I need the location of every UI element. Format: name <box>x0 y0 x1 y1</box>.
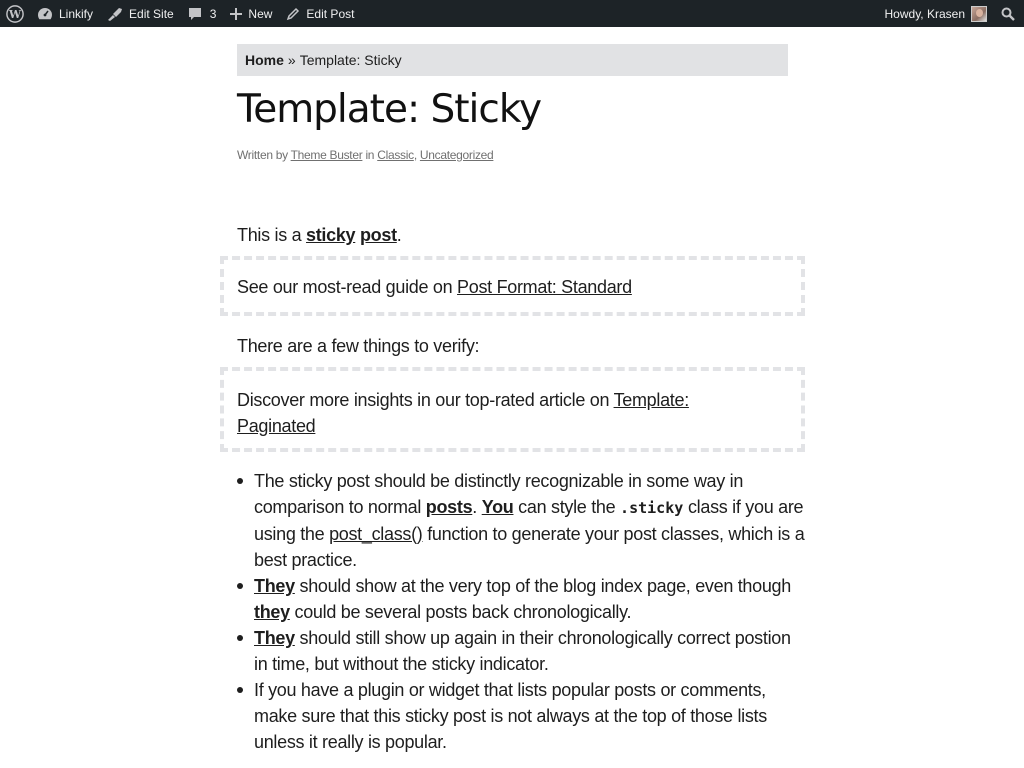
category-classic-link[interactable]: Classic <box>377 148 414 162</box>
post-link[interactable]: post <box>359 225 397 245</box>
list-item <box>237 677 807 755</box>
verify-paragraph: There are a few things to verify: <box>237 336 480 356</box>
post-header <box>237 44 788 162</box>
edit-site-label: Edit Site <box>129 6 174 21</box>
callout2-text: Discover more insights in our top-rated article on <box>237 390 610 410</box>
breadcrumb-home-link[interactable]: Home <box>245 52 284 68</box>
edit-post-link[interactable] <box>279 0 361 27</box>
they-link[interactable]: they <box>254 602 290 622</box>
sticky-class-code: .sticky <box>620 499 684 517</box>
admin-bar <box>0 0 1024 27</box>
brush-icon <box>107 7 123 21</box>
they-link[interactable]: They <box>254 576 295 596</box>
list-text: should still show up again in their chronologically correct postion in time, but without the sticky indicator. <box>254 628 791 674</box>
intro-text: This is a <box>237 225 302 245</box>
post-class-link[interactable]: post_class() <box>329 524 423 544</box>
post-format-standard-link[interactable]: Post Format: Standard <box>457 277 632 297</box>
howdy-label: Howdy, Krasen <box>884 6 965 21</box>
list-text: If you have a plugin or widget that lists popular posts or comments, make sure that this sticky post is not always at the top of those lists unless it really is popular. <box>254 680 767 752</box>
comments-link[interactable] <box>181 0 224 27</box>
verify-list <box>237 468 807 755</box>
site-name-label: Linkify <box>59 6 94 21</box>
template-paginated-link[interactable]: Template: Paginated <box>237 390 689 436</box>
new-label: New <box>248 6 273 21</box>
edit-site-link[interactable] <box>100 0 181 27</box>
list-item <box>237 468 807 573</box>
intro-suffix: . <box>396 225 402 245</box>
meta-written-by: Written by <box>237 148 288 162</box>
list-text: could be several posts back chronologically. <box>294 602 632 622</box>
author-link[interactable]: Theme Buster <box>290 148 363 162</box>
list-item <box>237 625 807 677</box>
meta-in: in <box>365 148 375 162</box>
list-item <box>237 573 807 625</box>
list-text: class if you are using the <box>254 497 804 544</box>
pencil-icon <box>286 7 300 21</box>
search-button[interactable] <box>994 0 1024 27</box>
my-account-menu[interactable] <box>878 0 994 27</box>
list-text: function to generate your post classes, which is a best practice. <box>254 524 805 570</box>
intro-paragraph <box>237 222 797 248</box>
new-content-link[interactable] <box>223 0 279 27</box>
list-text: The sticky post should be distinctly recognizable in some way in comparison to normal <box>254 471 744 517</box>
breadcrumb <box>237 44 788 76</box>
plus-icon <box>230 8 242 20</box>
edit-post-label: Edit Post <box>306 6 355 21</box>
meta-comma: , <box>413 148 417 162</box>
svg-text:W: W <box>8 7 22 21</box>
avatar <box>971 6 987 22</box>
dashboard-icon <box>37 7 53 21</box>
you-link[interactable]: You <box>481 497 514 517</box>
breadcrumb-current: Template: Sticky <box>299 52 402 68</box>
list-text: can style the <box>518 497 616 517</box>
related-callout-1 <box>220 256 805 316</box>
list-text: . <box>472 497 477 517</box>
wordpress-logo-icon <box>6 5 24 23</box>
related-callout-2 <box>220 367 805 452</box>
page-title: Template: Sticky <box>237 87 542 132</box>
category-uncategorized-link[interactable]: Uncategorized <box>419 148 494 162</box>
breadcrumb-separator: » <box>287 52 296 68</box>
post-meta <box>237 148 788 162</box>
search-icon <box>1001 7 1015 21</box>
posts-link[interactable]: posts <box>425 497 473 517</box>
callout1-text: See our most-read guide on <box>237 277 453 297</box>
they-link[interactable]: They <box>254 628 295 648</box>
site-name-link[interactable] <box>30 0 100 27</box>
sticky-link[interactable]: sticky <box>306 225 356 245</box>
comment-icon <box>188 7 202 21</box>
list-text: should show at the very top of the blog index page, even though <box>299 576 791 596</box>
comments-count: 3 <box>209 6 217 21</box>
wordpress-menu[interactable] <box>0 0 30 27</box>
